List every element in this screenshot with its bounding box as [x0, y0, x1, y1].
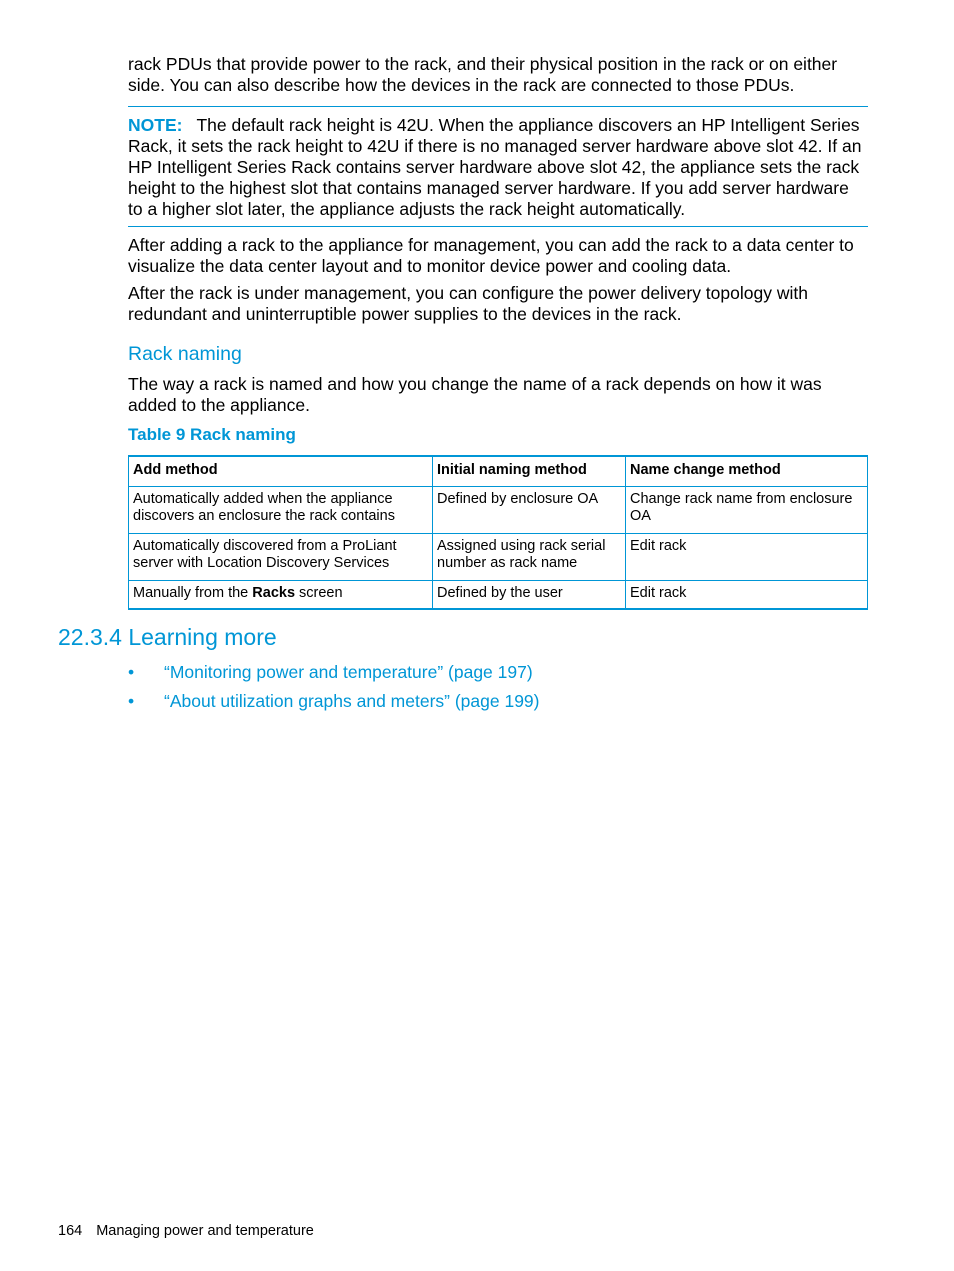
table-cell: Defined by enclosure OA [433, 487, 626, 534]
table-cell: Edit rack [626, 534, 868, 581]
link-utilization-graphs[interactable]: “About utilization graphs and meters” (page 199) [164, 691, 540, 711]
body-paragraph-1: After adding a rack to the appliance for management, you can add the rack to a data center to visualize the data center layout and to monitor device power and cooling data. [128, 235, 854, 276]
table-row [129, 581, 868, 610]
rack-naming-paragraph: The way a rack is named and how you change the name of a rack depends on how it was added to the appliance. [128, 374, 822, 415]
table-row [129, 487, 868, 534]
note-paragraph [128, 115, 868, 220]
note-label: NOTE: [128, 115, 183, 135]
page-number: 164 [58, 1223, 83, 1239]
body-paragraph-2: After the rack is under management, you can configure the power delivery topology with redundant and uninterruptible power supplies to the devices in the rack. [128, 283, 808, 324]
cell-text-suffix: screen [295, 585, 343, 601]
header-add-method: Add method [129, 456, 433, 487]
table-cell: Defined by the user [433, 581, 626, 610]
rack-naming-heading: Rack naming [128, 343, 242, 365]
intro-paragraph: rack PDUs that provide power to the rack, and their physical position in the rack or on either side. You can also describe how the devices in the rack are connected to those PDUs. [128, 54, 838, 95]
cell-text: Manually from the [133, 585, 253, 601]
table-cell: Assigned using rack serial number as rack name [433, 534, 626, 581]
list-item [128, 662, 540, 683]
footer-title: Managing power and temperature [96, 1223, 314, 1239]
page-content [128, 54, 868, 610]
learning-more-list [128, 662, 540, 720]
table-row [129, 534, 868, 581]
bullet-icon: • [128, 662, 135, 682]
racks-screen-name: Racks [252, 585, 296, 601]
table-cell: Automatically added when the appliance discovers an enclosure the rack contains [129, 487, 433, 534]
table-header-row [129, 456, 868, 487]
rack-naming-table [128, 455, 868, 610]
header-name-change: Name change method [626, 456, 868, 487]
link-monitoring-power[interactable]: “Monitoring power and temperature” (page 197) [164, 662, 533, 682]
table-cell [129, 581, 433, 610]
bullet-icon: • [128, 691, 135, 711]
header-initial-naming: Initial naming method [433, 456, 626, 487]
page-footer [58, 1222, 314, 1240]
table-caption: Table 9 Rack naming [128, 425, 296, 444]
note-box [128, 106, 868, 227]
table-cell: Edit rack [626, 581, 868, 610]
table-cell: Automatically discovered from a ProLiant server with Location Discovery Services [129, 534, 433, 581]
note-text: The default rack height is 42U. When the appliance discovers an HP Intelligent Series Rack, it sets the rack height to 42U if there is no managed server hardware above slot 42. If an HP Intelligent Series Rack contains server hardware above slot 42, the appliance sets the rack height to the highest slot that contains managed server hardware. If you add server hardware to a higher slot later, the appliance adjusts the rack height automatically. [128, 115, 862, 219]
list-item [128, 691, 540, 712]
learning-more-heading: 22.3.4 Learning more [58, 624, 277, 650]
table-cell: Change rack name from enclosure OA [626, 487, 868, 534]
